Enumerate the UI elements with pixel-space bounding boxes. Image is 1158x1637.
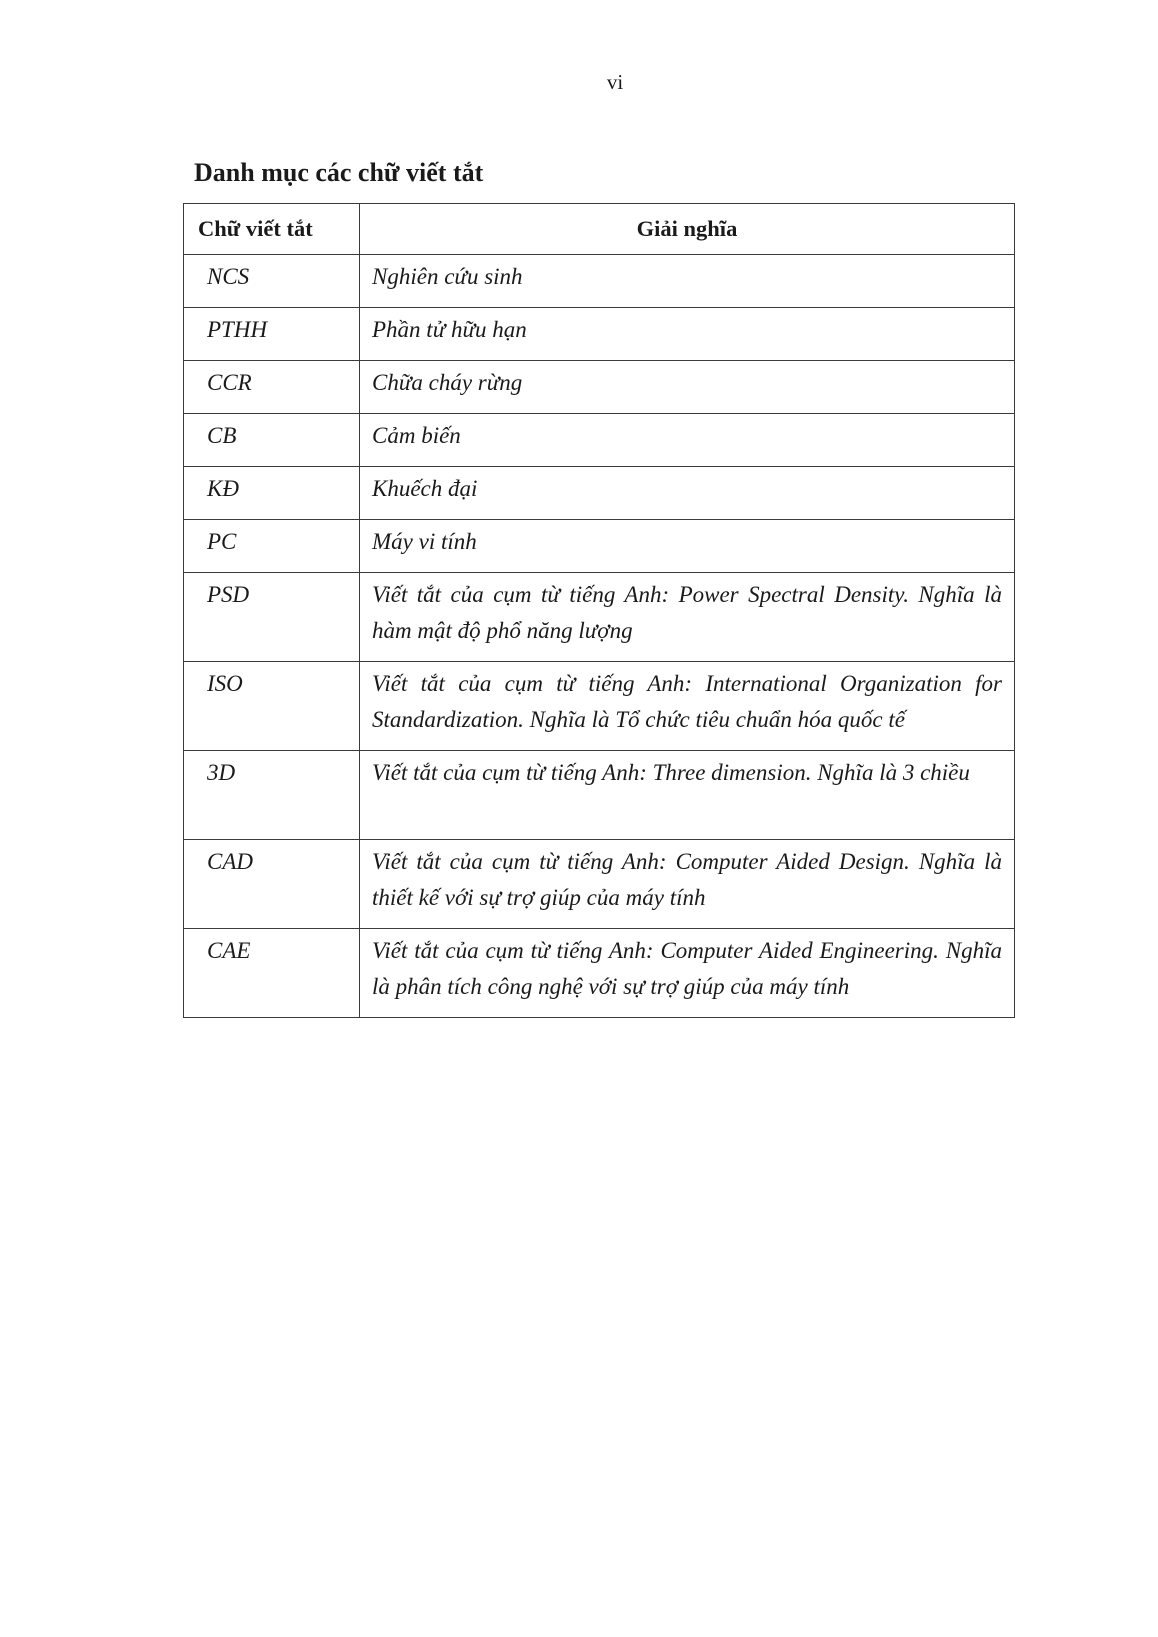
column-header-abbreviation: Chữ viết tắt bbox=[184, 204, 360, 255]
meaning-cell: Viết tắt của cụm từ tiếng Anh: Power Spectral Density. Nghĩa là hàm mật độ phổ năng lượng bbox=[360, 573, 1015, 662]
table-header-row bbox=[184, 204, 1015, 255]
abbreviation-cell: ISO bbox=[184, 662, 360, 751]
abbreviation-cell: PTHH bbox=[184, 308, 360, 361]
meaning-cell: Phần tử hữu hạn bbox=[360, 308, 1015, 361]
table-row bbox=[184, 662, 1015, 751]
table-row bbox=[184, 414, 1015, 467]
abbreviations-table bbox=[183, 203, 1015, 1018]
table-row bbox=[184, 255, 1015, 308]
meaning-cell: Cảm biến bbox=[360, 414, 1015, 467]
table-row bbox=[184, 929, 1015, 1018]
table-row bbox=[184, 573, 1015, 662]
meaning-cell: Nghiên cứu sinh bbox=[360, 255, 1015, 308]
abbreviation-cell: CCR bbox=[184, 361, 360, 414]
table-row bbox=[184, 520, 1015, 573]
table-row bbox=[184, 751, 1015, 840]
table-row bbox=[184, 840, 1015, 929]
meaning-cell: Viết tắt của cụm từ tiếng Anh: International Organization for Standardization. Nghĩa là Tổ chức tiêu chuẩn hóa quốc tế bbox=[360, 662, 1015, 751]
column-header-meaning: Giải nghĩa bbox=[360, 204, 1015, 255]
abbreviation-cell: CAD bbox=[184, 840, 360, 929]
meaning-cell: Viết tắt của cụm từ tiếng Anh: Computer Aided Design. Nghĩa là thiết kế với sự trợ giúp của máy tính bbox=[360, 840, 1015, 929]
meaning-cell: Máy vi tính bbox=[360, 520, 1015, 573]
page-number: vi bbox=[606, 70, 624, 94]
table-row bbox=[184, 308, 1015, 361]
table-row bbox=[184, 361, 1015, 414]
table-row bbox=[184, 467, 1015, 520]
meaning-cell: Khuếch đại bbox=[360, 467, 1015, 520]
abbreviation-cell: KĐ bbox=[184, 467, 360, 520]
abbreviation-cell: 3D bbox=[184, 751, 360, 840]
abbreviation-cell: PC bbox=[184, 520, 360, 573]
meaning-cell: Chữa cháy rừng bbox=[360, 361, 1015, 414]
abbreviation-cell: PSD bbox=[184, 573, 360, 662]
abbreviation-cell: CB bbox=[184, 414, 360, 467]
abbreviation-cell: NCS bbox=[184, 255, 360, 308]
section-title: Danh mục các chữ viết tắt bbox=[194, 158, 484, 187]
meaning-cell: Viết tắt của cụm từ tiếng Anh: Computer Aided Engineering. Nghĩa là phân tích công nghệ với sự trợ giúp của máy tính bbox=[360, 929, 1015, 1018]
meaning-cell: Viết tắt của cụm từ tiếng Anh: Three dimension. Nghĩa là 3 chiều bbox=[360, 751, 1015, 840]
abbreviation-cell: CAE bbox=[184, 929, 360, 1018]
